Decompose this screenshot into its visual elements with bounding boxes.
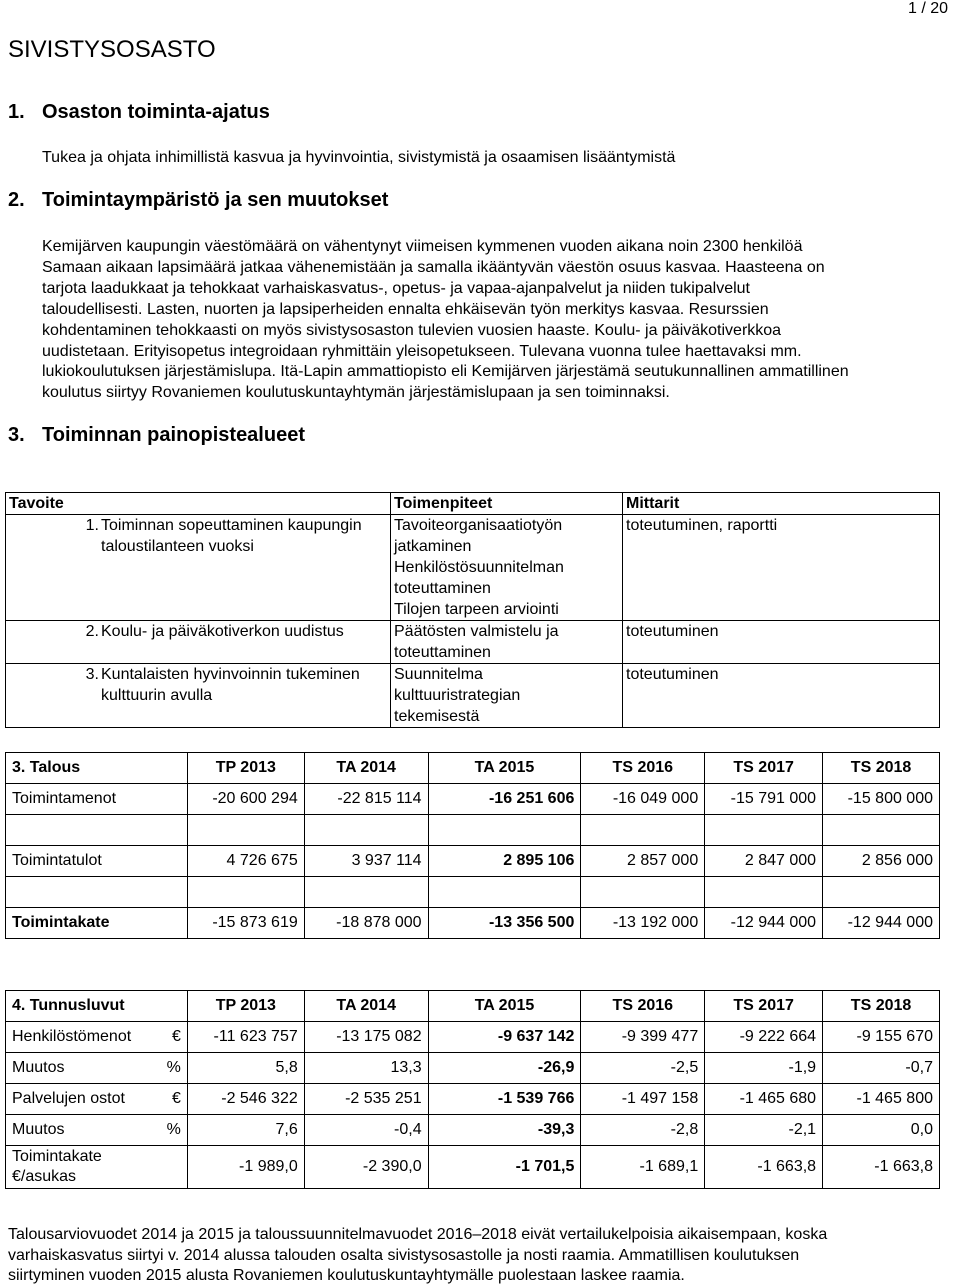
year-header: TS 2018 <box>823 991 940 1022</box>
section-1-title: Osaston toiminta-ajatus <box>42 101 270 123</box>
footer-note <box>8 1225 958 1287</box>
row-label <box>6 1053 188 1084</box>
year-header: TS 2017 <box>705 991 823 1022</box>
year-header: TA 2014 <box>304 753 428 784</box>
value-cell: -9 399 477 <box>581 1022 705 1053</box>
action-line: tekemisestä <box>394 708 480 725</box>
value-cell: -1 663,8 <box>705 1146 823 1189</box>
value-cell: -15 800 000 <box>823 784 940 815</box>
value-cell: -1 539 766 <box>428 1084 581 1115</box>
goal-row <box>6 515 940 621</box>
value-cell: -2 535 251 <box>304 1084 428 1115</box>
tunnusluvut-table <box>5 990 940 1189</box>
value-cell: -15 791 000 <box>705 784 823 815</box>
talous-row <box>6 908 940 939</box>
tunnusluvut-row <box>6 1084 940 1115</box>
tunnusluvut-header-row <box>6 991 940 1022</box>
goal-metric: toteutuminen <box>623 664 940 728</box>
section-3-heading <box>8 424 305 447</box>
value-cell: 2 857 000 <box>581 846 705 877</box>
year-header: TA 2015 <box>428 991 581 1022</box>
value-cell: 4 726 675 <box>187 846 304 877</box>
goal-number: 1. <box>6 515 100 621</box>
value-cell: -16 049 000 <box>581 784 705 815</box>
goal-number: 3. <box>6 664 100 728</box>
row-label: Toimintakate <box>6 908 188 939</box>
row-label-text: Muutos <box>12 1121 65 1138</box>
value-cell: -2 546 322 <box>187 1084 304 1115</box>
paragraph-line: lukiokoulutuksen järjestämislupa. Itä-Lapin ammattiopisto eli Kemijärven järjestämä seutukunnallinen ammatillinen <box>42 363 849 381</box>
paragraph-line: koulutus siirtyy Rovaniemen koulutuskuntayhtymän järjestämislupaan ja sen toiminnaksi. <box>42 384 670 402</box>
row-label <box>6 1022 188 1053</box>
row-label-text-2: €/asukas <box>12 1168 77 1185</box>
page-title: SIVISTYSOSASTO <box>8 36 216 63</box>
value-cell: -15 873 619 <box>187 908 304 939</box>
section-2-paragraph <box>42 237 960 404</box>
value-cell: 3 937 114 <box>304 846 428 877</box>
goal-text: Toiminnan sopeuttaminen kaupungin taloustilanteen vuoksi <box>99 515 391 621</box>
year-header: TS 2018 <box>823 753 940 784</box>
action-line: Suunnitelma <box>394 666 483 683</box>
section-2-number: 2. <box>8 189 25 211</box>
spacer-row <box>6 815 940 846</box>
tunnusluvut-row <box>6 1115 940 1146</box>
action-line: Tavoiteorganisaatiotyön <box>394 517 563 534</box>
action-line: Tilojen tarpeen arviointi <box>394 601 559 618</box>
section-1-heading <box>8 101 270 124</box>
year-header: TS 2016 <box>581 991 705 1022</box>
actions-header: Toimenpiteet <box>391 493 623 515</box>
section-3-number: 3. <box>8 424 25 446</box>
value-cell: -12 944 000 <box>823 908 940 939</box>
unit-label: € <box>171 1090 181 1107</box>
talous-row <box>6 784 940 815</box>
row-label-text: Henkilöstömenot <box>12 1028 132 1045</box>
goal-actions <box>391 621 623 664</box>
goals-table <box>5 492 940 728</box>
row-label-text: Muutos <box>12 1059 65 1076</box>
value-cell: 7,6 <box>187 1115 304 1146</box>
page-number: 1 / 20 <box>907 0 948 17</box>
action-line: Henkilöstösuunnitelman <box>394 559 564 576</box>
goal-header: Tavoite <box>6 493 391 515</box>
talous-table <box>5 752 940 939</box>
talous-header-row <box>6 753 940 784</box>
action-line: jatkaminen <box>394 538 472 555</box>
row-label: Toimintamenot <box>6 784 188 815</box>
goal-row <box>6 621 940 664</box>
value-cell: -2,1 <box>705 1115 823 1146</box>
footer-line: Talousarviovuodet 2014 ja 2015 ja taloussuunnitelmavuodet 2016–2018 eivät vertailukelpoisia aikaisempaan, koska <box>8 1226 828 1243</box>
value-cell: 2 895 106 <box>428 846 581 877</box>
value-cell: -9 155 670 <box>823 1022 940 1053</box>
section-2-title: Toimintaympäristö ja sen muutokset <box>42 189 389 211</box>
goal-row <box>6 664 940 728</box>
value-cell: -1 989,0 <box>187 1146 304 1189</box>
paragraph-line: kohdentaminen tehokkaasti on myös sivistysosaston tulevien vuosien haaste. Koulu- ja päiväkotiverkkoa <box>42 321 782 339</box>
value-cell: -22 815 114 <box>304 784 428 815</box>
tunnusluvut-row <box>6 1022 940 1053</box>
unit-label: % <box>166 1121 181 1138</box>
value-cell: -20 600 294 <box>187 784 304 815</box>
section-3-title: Toiminnan painopistealueet <box>42 424 305 446</box>
value-cell: 2 856 000 <box>823 846 940 877</box>
value-cell: -39,3 <box>428 1115 581 1146</box>
footer-line: varhaiskasvatus siirtyi v. 2014 alussa talouden osalta sivistysosastolle ja nosti raamia. Ammatillisen koulutuksen <box>8 1246 800 1264</box>
row-label: Toimintatulot <box>6 846 188 877</box>
talous-row <box>6 846 940 877</box>
year-header: TA 2015 <box>428 753 581 784</box>
row-label-text: Toimintakate <box>12 1148 102 1165</box>
value-cell: -18 878 000 <box>304 908 428 939</box>
value-cell: -1 465 680 <box>705 1084 823 1115</box>
value-cell: -0,7 <box>823 1053 940 1084</box>
unit-label: € <box>171 1028 181 1045</box>
value-cell: -2,8 <box>581 1115 705 1146</box>
footer-line: siirtyminen vuoden 2015 alusta Rovaniemen koulutuskuntayhtymälle puolestaan laskee raamia. <box>8 1267 685 1284</box>
value-cell: -2 390,0 <box>304 1146 428 1189</box>
goal-actions <box>391 515 623 621</box>
row-label-text: Palvelujen ostot <box>12 1090 125 1107</box>
value-cell: 2 847 000 <box>705 846 823 877</box>
metrics-header: Mittarit <box>623 493 940 515</box>
value-cell: -2,5 <box>581 1053 705 1084</box>
paragraph-line: tarjota laadukkaat ja tehokkaat varhaiskasvatus-, opetus- ja vapaa-ajanpalvelut ja niiden tukipalvelut <box>42 279 750 297</box>
value-cell: -11 623 757 <box>187 1022 304 1053</box>
goal-metric: toteutuminen, raportti <box>623 515 940 621</box>
value-cell: -12 944 000 <box>705 908 823 939</box>
year-header: TP 2013 <box>187 753 304 784</box>
goal-actions <box>391 664 623 728</box>
section-1-number: 1. <box>8 101 25 123</box>
goals-header-row <box>6 493 940 515</box>
paragraph-line: Kemijärven kaupungin väestömäärä on vähentynyt viimeisen kymmenen vuoden aikana noin 2300 henkilöä <box>42 238 803 255</box>
value-cell: -26,9 <box>428 1053 581 1084</box>
value-cell: -1 701,5 <box>428 1146 581 1189</box>
goal-metric: toteutuminen <box>623 621 940 664</box>
value-cell: 5,8 <box>187 1053 304 1084</box>
value-cell: -13 192 000 <box>581 908 705 939</box>
row-label <box>6 1084 188 1115</box>
year-header: TS 2017 <box>705 753 823 784</box>
value-cell: -16 251 606 <box>428 784 581 815</box>
value-cell: 0,0 <box>823 1115 940 1146</box>
goal-text: Kuntalaisten hyvinvoinnin tukeminen kulttuurin avulla <box>99 664 391 728</box>
action-line: toteuttaminen <box>394 580 491 597</box>
tunnusluvut-section-title: 4. Tunnusluvut <box>6 991 188 1022</box>
value-cell: 13,3 <box>304 1053 428 1084</box>
unit-label: % <box>166 1059 181 1076</box>
tunnusluvut-row <box>6 1146 940 1189</box>
talous-section-title: 3. Talous <box>6 753 188 784</box>
paragraph-line: Samaan aikaan lapsimäärä jatkaa vähenemistään ja samalla ikääntyvän väestön osuus kasvaa. Haasteena on <box>42 258 825 276</box>
goal-number: 2. <box>6 621 100 664</box>
action-line: kulttuuristrategian <box>394 687 521 704</box>
value-cell: -1 663,8 <box>823 1146 940 1189</box>
action-line: Päätösten valmistelu ja <box>394 623 559 640</box>
year-header: TA 2014 <box>304 991 428 1022</box>
value-cell: -9 222 664 <box>705 1022 823 1053</box>
paragraph-line: uudistetaan. Erityisopetus integroidaan ryhmittäin yleisopetukseen. Tulevana vuonna tulee haettavaksi mm. <box>42 342 802 360</box>
goal-text: Koulu- ja päiväkotiverkon uudistus <box>99 621 391 664</box>
value-cell: -13 356 500 <box>428 908 581 939</box>
paragraph-line: taloudellisesti. Lasten, nuorten ja lapsiperheiden ennalta ehkäisevän työn merkitys kasvaa. Resurssien <box>42 300 769 318</box>
tunnusluvut-row <box>6 1053 940 1084</box>
year-header: TS 2016 <box>581 753 705 784</box>
section-2-heading <box>8 189 388 212</box>
year-header: TP 2013 <box>187 991 304 1022</box>
value-cell: -0,4 <box>304 1115 428 1146</box>
value-cell: -1 465 800 <box>823 1084 940 1115</box>
value-cell: -1,9 <box>705 1053 823 1084</box>
value-cell: -9 637 142 <box>428 1022 581 1053</box>
spacer-row <box>6 877 940 908</box>
value-cell: -13 175 082 <box>304 1022 428 1053</box>
value-cell: -1 497 158 <box>581 1084 705 1115</box>
section-1-text: Tukea ja ohjata inhimillistä kasvua ja hyvinvointia, sivistymistä ja osaamisen lisääntymistä <box>42 149 676 166</box>
value-cell: -1 689,1 <box>581 1146 705 1189</box>
action-line: toteuttaminen <box>394 644 491 661</box>
row-label <box>6 1115 188 1146</box>
row-label <box>6 1146 188 1189</box>
